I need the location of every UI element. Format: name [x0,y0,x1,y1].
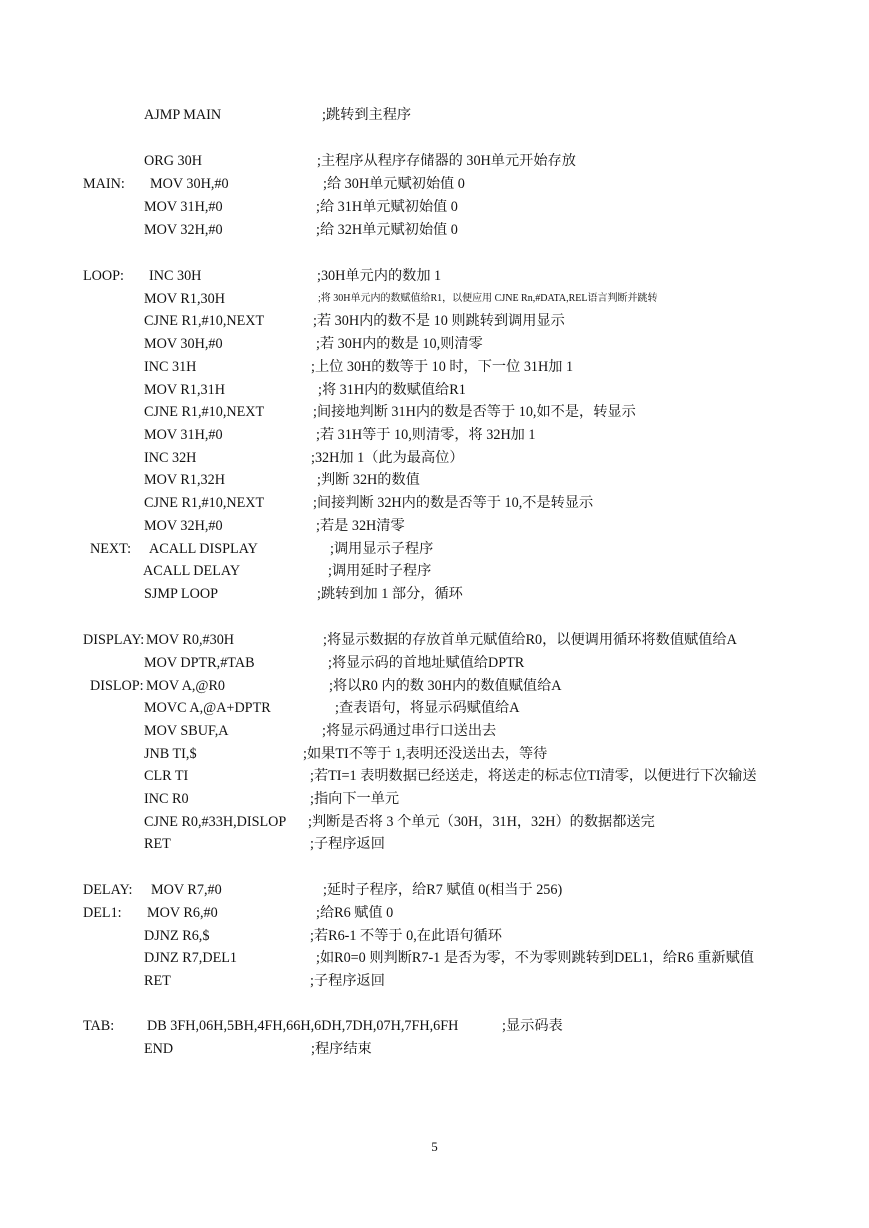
code-instruction: MOV 31H,#0 [144,199,223,215]
code-comment: ;将 30H单元内的数赋值给R1，以便应用 CJNE Rn,#DATA,REL语言判断并跳转 [318,293,658,304]
code-comment: ;跳转到主程序 [322,107,412,123]
code-line [0,629,869,652]
code-comment: ;给 32H单元赋初始值 0 [316,222,458,238]
code-instruction: MOV R1,32H [144,472,225,488]
code-line [0,265,869,288]
code-label: LOOP: [83,268,124,284]
code-instruction: MOV R0,#30H [146,632,235,648]
code-line [0,173,869,196]
code-comment: ;判断 32H的数值 [317,472,420,488]
code-line [0,424,869,447]
code-comment: ;上位 30H的数等于 10 时，下一位 31H加 1 [311,359,574,375]
code-line [0,538,869,561]
code-instruction: MOV R6,#0 [147,905,218,921]
code-line [0,401,869,424]
code-line [0,720,869,743]
code-line [0,333,869,356]
code-instruction: MOV DPTR,#TAB [144,655,255,671]
code-instruction: CJNE R1,#10,NEXT [144,404,265,420]
code-instruction: SJMP LOOP [144,586,218,602]
code-instruction: ACALL DELAY [143,563,241,579]
page-number: 5 [431,1139,438,1154]
code-line [0,902,869,925]
code-line [0,970,869,993]
code-instruction: INC 31H [144,359,197,375]
code-line [0,925,869,948]
code-instruction: MOV R7,#0 [151,882,222,898]
code-comment: ;32H加 1（此为最高位） [311,450,464,466]
code-comment: ;将显示码通过串行口送出去 [322,723,497,739]
code-line [0,675,869,698]
code-line [0,879,869,902]
code-line [0,447,869,470]
code-comment: ;调用显示子程序 [330,541,434,557]
code-line [0,150,869,173]
code-instruction: DJNZ R6,$ [144,928,210,944]
code-instruction: MOV 30H,#0 [150,176,229,192]
code-line [0,811,869,834]
code-instruction: MOV 30H,#0 [144,336,223,352]
code-comment: ;若TI=1 表明数据已经送走，将送走的标志位TI清零，以便进行下次输送 [310,768,757,784]
code-line [0,310,869,333]
code-comment: ;指向下一单元 [310,791,400,807]
code-label: DISPLAY: [83,632,145,648]
code-instruction: MOV R1,30H [144,291,225,307]
code-instruction: CJNE R1,#10,NEXT [144,313,265,329]
code-comment: ;如果TI不等于 1,表明还没送出去，等待 [303,746,548,762]
code-line [0,697,869,720]
code-comment: ;给 31H单元赋初始值 0 [316,199,458,215]
code-label: DEL1: [83,905,122,921]
code-line [0,492,869,515]
code-instruction: MOV 32H,#0 [144,222,223,238]
code-instruction: CJNE R0,#33H,DISLOP [144,814,287,830]
code-line [0,1038,869,1061]
code-line [0,104,869,127]
code-line [0,560,869,583]
code-instruction: DB 3FH,06H,5BH,4FH,66H,6DH,7DH,07H,7FH,6FH [147,1018,459,1034]
code-instruction: RET [144,836,171,852]
code-comment: ;若 31H等于 10,则清零，将 32H加 1 [316,427,536,443]
code-line [0,515,869,538]
code-instruction: MOV 32H,#0 [144,518,223,534]
code-instruction: INC 32H [144,450,197,466]
code-comment: ;查表语句，将显示码赋值给A [335,700,520,716]
code-instruction: END [144,1041,174,1057]
code-line [0,196,869,219]
code-comment: ;判断是否将 3 个单元（30H，31H，32H）的数据都送完 [308,814,655,830]
code-comment: ;若是 32H清零 [316,518,405,534]
code-instruction: INC R0 [144,791,189,807]
code-line [0,833,869,856]
code-line [0,743,869,766]
code-comment: ;间接判断 32H内的数是否等于 10,不是转显示 [313,495,594,511]
code-line [0,947,869,970]
code-comment: ;调用延时子程序 [328,563,432,579]
code-line [0,583,869,606]
code-instruction: AJMP MAIN [144,107,222,123]
code-instruction: MOV R1,31H [144,382,225,398]
code-label: DELAY: [83,882,133,898]
code-instruction: INC 30H [149,268,202,284]
code-comment: ;将显示数据的存放首单元赋值给R0，以便调用循环将数值赋值给A [323,632,737,648]
code-comment: ;给 30H单元赋初始值 0 [323,176,465,192]
code-line [0,765,869,788]
code-comment: ;将显示码的首地址赋值给DPTR [328,655,525,671]
code-comment: ;主程序从程序存储器的 30H单元开始存放 [317,153,576,169]
code-comment: ;显示码表 [502,1018,563,1034]
code-instruction: CJNE R1,#10,NEXT [144,495,265,511]
code-line [0,469,869,492]
code-instruction: JNB TI,$ [144,746,197,762]
code-label: TAB: [83,1018,115,1034]
code-label: NEXT: [90,541,132,557]
code-line [0,788,869,811]
code-comment: ;给R6 赋值 0 [316,905,394,921]
code-comment: ;程序结束 [311,1041,372,1057]
code-comment: ;延时子程序，给R7 赋值 0(相当于 256) [323,882,563,898]
code-instruction: DJNZ R7,DEL1 [144,950,238,966]
code-line [0,288,869,311]
code-line [0,356,869,379]
code-instruction: MOV A,@R0 [146,678,226,694]
code-line [0,219,869,242]
code-comment: ;如R0=0 则判断R7-1 是否为零，不为零则跳转到DEL1，给R6 重新赋值 [316,950,754,966]
code-comment: ;若 30H内的数是 10,则清零 [316,336,483,352]
code-comment: ;子程序返回 [310,836,385,852]
code-comment: ;子程序返回 [310,973,385,989]
code-comment: ;跳转到加 1 部分，循环 [317,586,463,602]
code-instruction: MOVC A,@A+DPTR [144,700,271,716]
code-label: MAIN: [83,176,125,192]
code-instruction: RET [144,973,171,989]
code-line [0,379,869,402]
code-instruction: CLR TI [144,768,189,784]
code-comment: ;将 31H内的数赋值给R1 [318,382,466,398]
code-label: DISLOP: [90,678,144,694]
code-line [0,652,869,675]
code-comment: ;若R6-1 不等于 0,在此语句循环 [310,928,502,944]
code-comment: ;间接地判断 31H内的数是否等于 10,如不是，转显示 [313,404,636,420]
code-instruction: ACALL DISPLAY [149,541,258,557]
code-instruction: MOV 31H,#0 [144,427,223,443]
code-comment: ;30H单元内的数加 1 [317,268,442,284]
code-comment: ;若 30H内的数不是 10 则跳转到调用显示 [313,313,565,329]
code-instruction: ORG 30H [144,153,202,169]
code-instruction: MOV SBUF,A [144,723,229,739]
code-line [0,1015,869,1038]
code-comment: ;将以R0 内的数 30H内的数值赋值给A [329,678,562,694]
